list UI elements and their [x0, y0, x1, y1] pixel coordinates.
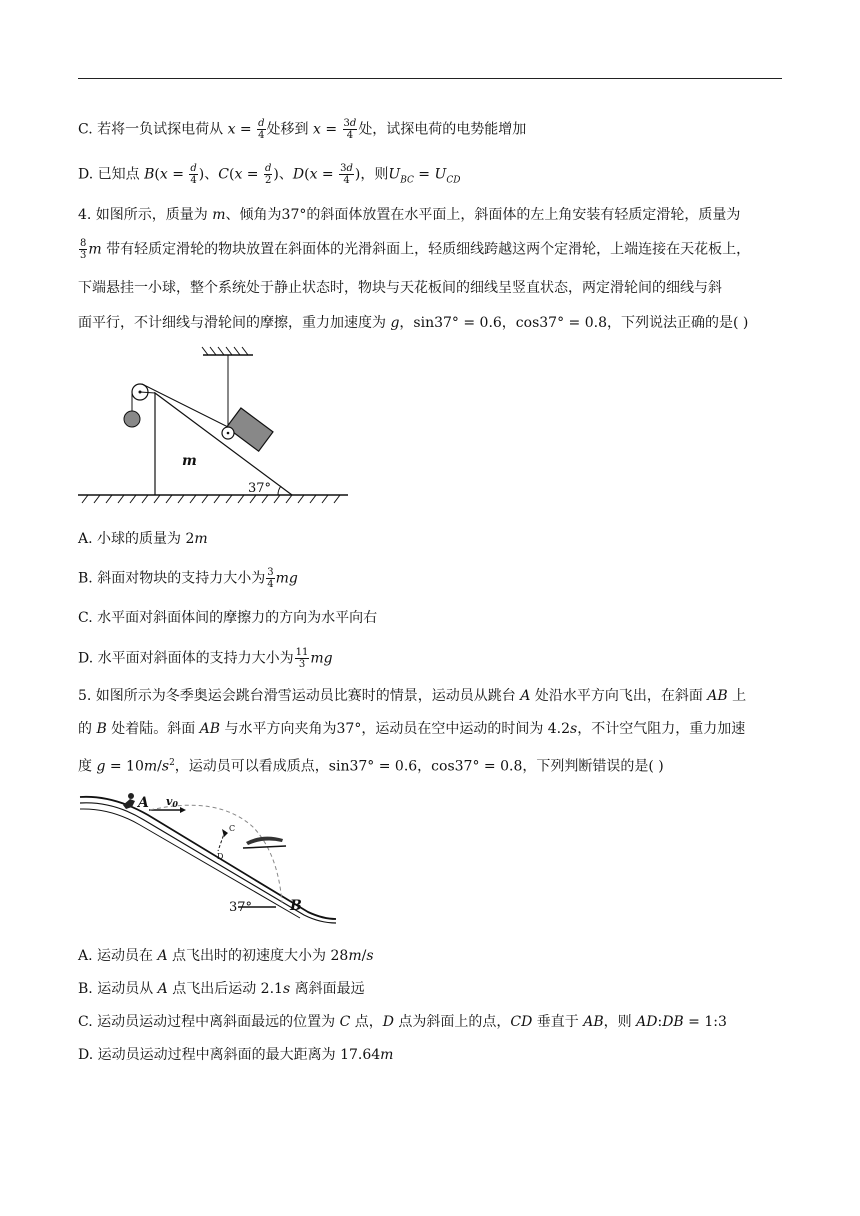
q4-mass-label: m	[182, 453, 197, 469]
q4-incline-figure	[78, 345, 358, 510]
q5-stem-line2: 的 B 处着陆。斜面 AB 与水平方向夹角为37°，运动员在空中运动的时间为 4.2s，不计空气阻力，重力加速	[78, 721, 746, 737]
q5-label-v0: v0	[166, 795, 178, 809]
q4-stem-line1: 4. 如图所示，质量为 m、倾角为37°的斜面体放置在水平面上，斜面体的左上角安装有轻质定滑轮，质量为	[78, 207, 741, 223]
q5-ski-jump-figure	[78, 787, 348, 927]
q4-stem-line2: $\frac{8}{3}$ m 带有轻质定滑轮的物块放置在斜面体的光滑斜面上，轻质细线跨越这两个定滑轮，上端连接在天花板上，	[80, 238, 751, 261]
q4-option-c: C. 水平面对斜面体间的摩擦力的方向为水平向右	[78, 610, 378, 626]
q5-label-c: C	[229, 824, 236, 833]
q5-option-a: A. 运动员在 A 点飞出时的初速度大小为 28m/s	[78, 948, 374, 964]
q5-stem-line1: 5. 如图所示为冬季奥运会跳台滑雪运动员比赛时的情景，运动员从跳台 A 处沿水平方向飞出，在斜面 AB 上	[78, 688, 747, 704]
q5-option-d: D. 运动员运动过程中离斜面的最大距离为 17.64m	[78, 1047, 394, 1063]
q5-label-d: D	[217, 852, 224, 861]
q4-option-a: A. 小球的质量为 2m	[78, 531, 208, 547]
q5-stem-line3: 度 $g = 10m/s^2$，运动员可以看成质点，sin37° = 0.6，cos37° = 0.8，下列判断错误的是( )	[78, 758, 664, 775]
q5-label-a: A	[138, 795, 149, 811]
q5-option-b: B. 运动员从 A 点飞出后运动 2.1s 离斜面最远	[78, 981, 365, 997]
q5-label-b: B	[290, 898, 302, 914]
q4-stem-line3: 下端悬挂一小球，整个系统处于静止状态时，物块与天花板间的细线呈竖直状态，两定滑轮间的细线与斜	[78, 280, 722, 296]
q5-option-c: C. 运动员运动过程中离斜面最远的位置为 C 点，D 点为斜面上的点，CD 垂直于 AB，则 AD:DB = 1:3	[78, 1014, 727, 1030]
q3-option-c: C. 若将一负试探电荷从 x = $\frac{d}{4}$ 处移到 x = $\frac{3d}{4}$ 处，试探电荷的电势能增加	[78, 118, 527, 141]
q4-option-d: D. 水平面对斜面体的支持力大小为 $\frac{11}{3}$ mg	[78, 647, 333, 670]
q4-stem-line4: 面平行，不计细线与滑轮间的摩擦，重力加速度为 g，sin37° = 0.6，cos37° = 0.8，下列说法正确的是( )	[78, 315, 749, 331]
q3-option-d: D. 已知点 B(x = $\frac{d}{4}$ )、C(x = $\frac{d}{2}$ )、D(x = $\frac{3d}{4}$ )，则$U_{BC} = U_{CD}$	[78, 163, 461, 186]
q4-angle-label: 37°	[248, 481, 272, 496]
q4-option-b: B. 斜面对物块的支持力大小为 $\frac{3}{4}$ mg	[78, 567, 298, 590]
q5-label-angle: 37°	[229, 900, 253, 915]
header-rule	[78, 78, 782, 79]
